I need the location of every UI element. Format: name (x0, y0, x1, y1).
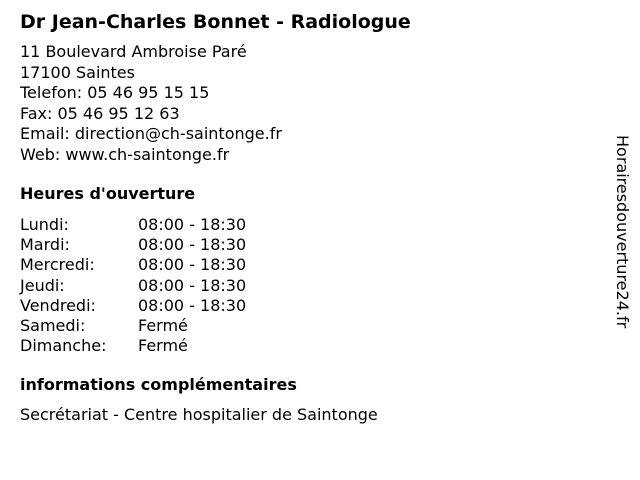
hours-table (20, 215, 600, 356)
hours-day: Samedi: (20, 316, 86, 336)
hours-row (20, 215, 600, 235)
hours-heading: Heures d'ouverture (20, 184, 196, 203)
hours-time: 08:00 - 18:30 (138, 275, 247, 295)
hours-time: Fermé (138, 336, 188, 356)
hours-day: Mercredi: (20, 255, 95, 275)
hours-row (20, 255, 600, 275)
page-title: Dr Jean-Charles Bonnet - Radiologue (20, 11, 411, 33)
hours-row (20, 316, 600, 336)
hours-row (20, 336, 600, 356)
email-line: Email: direction@ch-saintonge.fr (20, 124, 282, 143)
hours-day: Jeudi: (20, 275, 65, 295)
hours-row (20, 235, 600, 255)
hours-time: 08:00 - 18:30 (138, 235, 247, 255)
hours-time: 08:00 - 18:30 (138, 215, 247, 234)
hours-day: Vendredi: (20, 295, 96, 315)
hours-day: Mardi: (20, 235, 70, 255)
site-watermark: Horairesdouverture24.fr (613, 135, 632, 329)
phone-line: Telefon: 05 46 95 15 15 (20, 83, 210, 102)
info-heading: informations complémentaires (20, 375, 297, 395)
contact-block (20, 42, 600, 165)
web-line: Web: www.ch-saintonge.fr (20, 144, 230, 164)
address-city: 17100 Saintes (20, 62, 135, 82)
hours-day: Dimanche: (20, 336, 107, 356)
hours-time: 08:00 - 18:30 (138, 255, 247, 275)
listing-card (20, 10, 600, 425)
address-street: 11 Boulevard Ambroise Paré (20, 42, 247, 61)
hours-time: Fermé (138, 316, 188, 336)
fax-line: Fax: 05 46 95 12 63 (20, 103, 180, 123)
hours-time: 08:00 - 18:30 (138, 295, 247, 315)
hours-row (20, 276, 600, 296)
hours-day: Lundi: (20, 215, 69, 234)
hours-row (20, 296, 600, 316)
info-text: Secrétariat - Centre hospitalier de Saintonge (20, 405, 378, 425)
